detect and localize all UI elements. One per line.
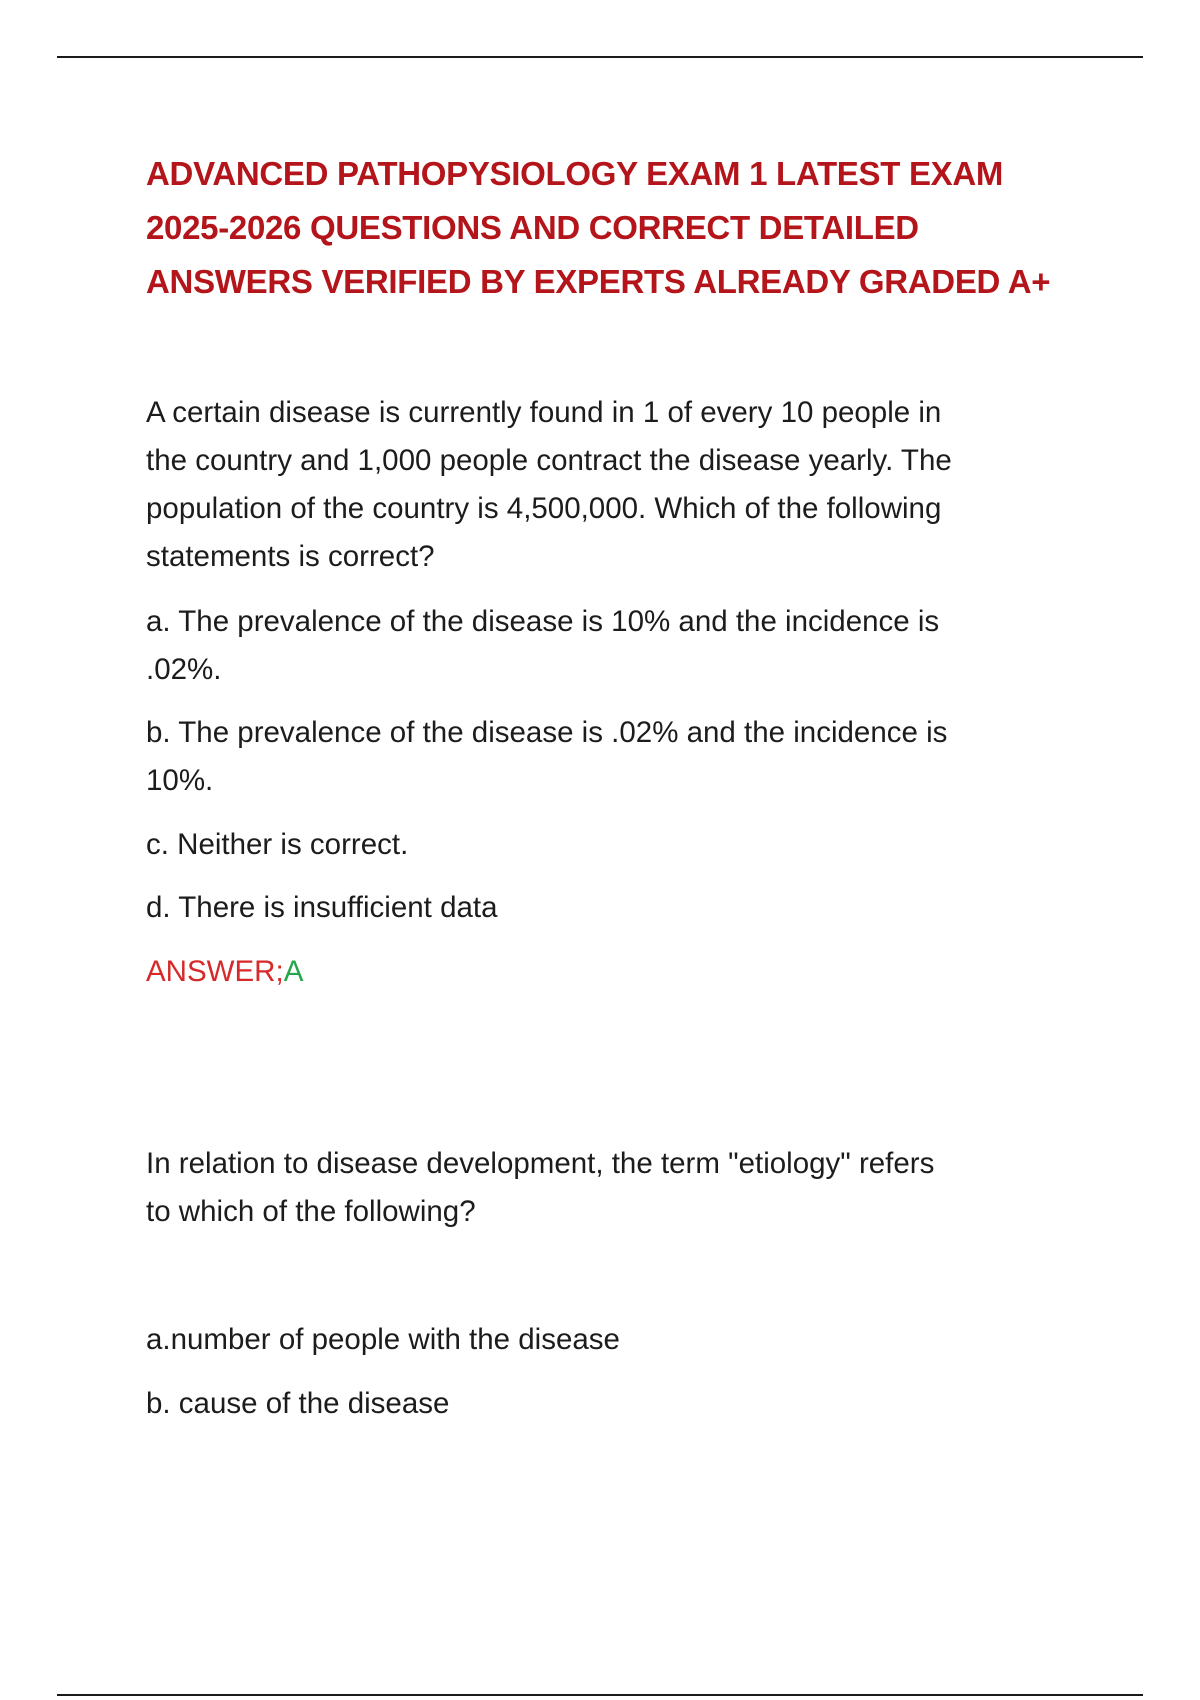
question-1-text <box>146 389 952 581</box>
answer-label: ANSWER; <box>146 955 284 988</box>
question-1-line: the country and 1,000 people contract the disease yearly. The <box>146 444 952 477</box>
option-line: d. There is insufficient data <box>146 891 498 924</box>
question-1-line: population of the country is 4,500,000. Which of the following <box>146 492 942 525</box>
question-1-option-d <box>146 884 497 932</box>
option-line: b. The prevalence of the disease is .02% and the incidence is <box>146 716 948 749</box>
document-title <box>146 147 1106 309</box>
title-line: ANSWERS VERIFIED BY EXPERTS ALREADY GRADED A+ <box>146 263 1051 300</box>
question-2-text <box>146 1140 934 1236</box>
option-line: 10%. <box>146 764 214 797</box>
question-1-option-b <box>146 709 947 805</box>
question-1-option-c <box>146 821 408 869</box>
bottom-rule <box>57 1694 1143 1696</box>
question-1-line: statements is correct? <box>146 540 435 573</box>
option-line: b. cause of the disease <box>146 1387 450 1420</box>
question-2-option-b <box>146 1380 449 1428</box>
option-line: .02%. <box>146 653 222 686</box>
question-1-line: A certain disease is currently found in 1 of every 10 people in <box>146 396 942 429</box>
question-2-line: In relation to disease development, the term "etiology" refers <box>146 1147 935 1180</box>
question-2-line: to which of the following? <box>146 1195 476 1228</box>
option-line: c. Neither is correct. <box>146 828 409 861</box>
top-rule <box>57 56 1143 58</box>
question-1-option-a <box>146 598 939 694</box>
question-2-option-a <box>146 1316 620 1364</box>
question-1-answer <box>146 948 303 996</box>
option-line: a. The prevalence of the disease is 10% and the incidence is <box>146 605 940 638</box>
option-line: a.number of people with the disease <box>146 1323 620 1356</box>
title-line: 2025-2026 QUESTIONS AND CORRECT DETAILED <box>146 209 919 246</box>
title-line: ADVANCED PATHOPYSIOLOGY EXAM 1 LATEST EXAM <box>146 155 1004 192</box>
answer-value: A <box>283 955 304 988</box>
